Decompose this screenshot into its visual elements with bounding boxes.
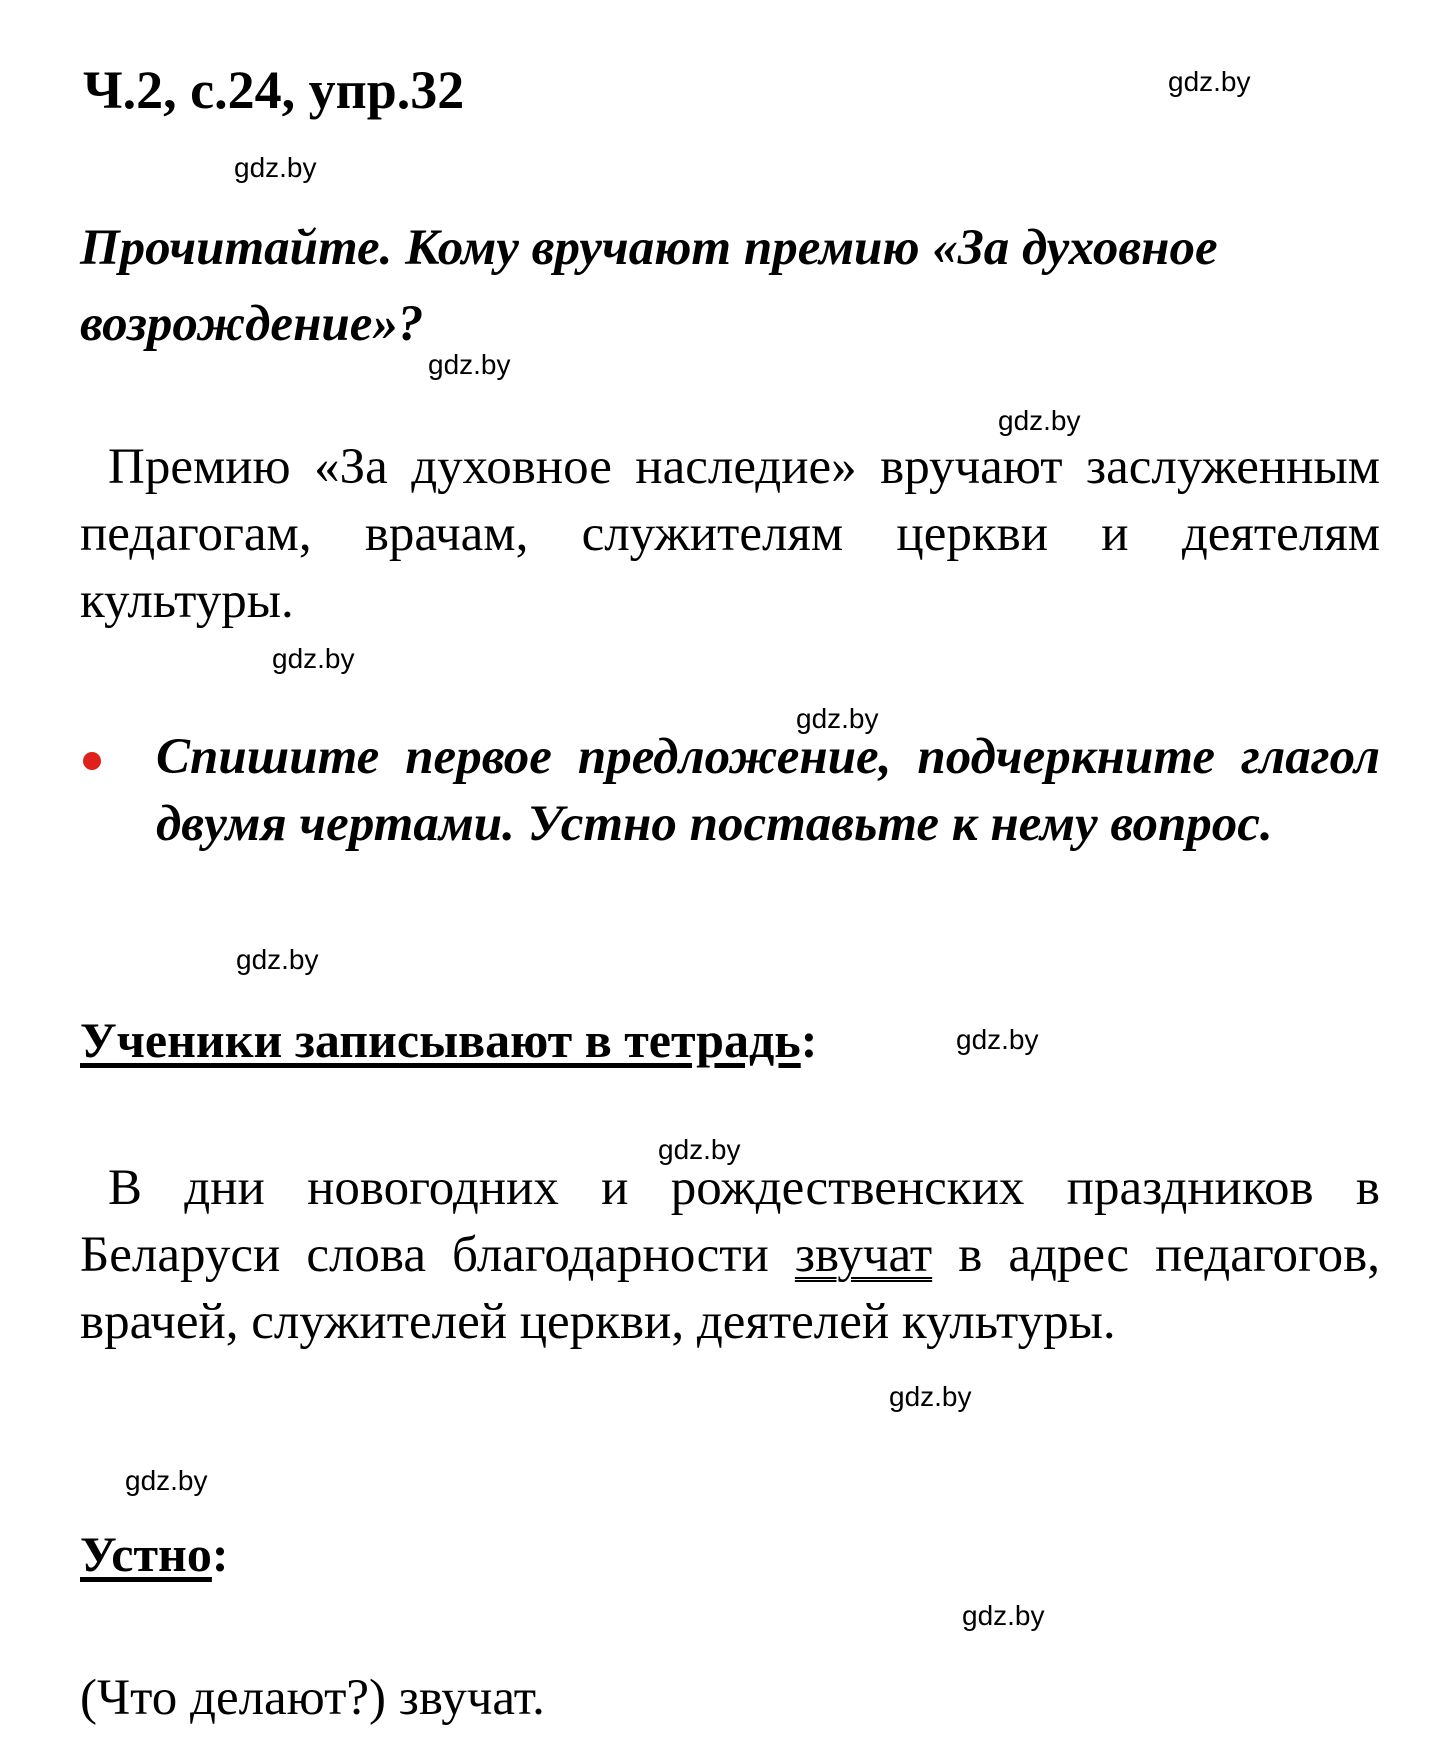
watermark: gdz.by	[998, 405, 1081, 436]
bullet-task-text: Спишите первое предложение, подчеркните глагол двумя чертами. Устно поставьте к нему вопрос.	[156, 729, 1380, 852]
written-heading-colon: :	[800, 1012, 818, 1068]
page-title: Ч.2, с.24, упр.32	[83, 60, 465, 120]
reading-paragraph: Премию «За духовное наследие» вручают заслуженным педагогам, врачам, служителям церкви и деятелям культуры.	[80, 439, 1380, 629]
written-heading-text: Ученики записывают в тетрадь	[80, 1012, 801, 1068]
answer-text-after: в адрес педагогов, врачей, служителей церкви, деятелей культуры.	[80, 1227, 1380, 1350]
watermark: gdz.by	[125, 1465, 208, 1496]
watermark: gdz.by	[236, 944, 319, 975]
oral-answer: (Что делают?) звучат.	[80, 1670, 545, 1726]
watermark: gdz.by	[1168, 66, 1251, 97]
watermark: gdz.by	[962, 1600, 1045, 1631]
watermark: gdz.by	[796, 703, 879, 734]
underlined-verb: звучат	[794, 1227, 933, 1283]
watermark: gdz.by	[234, 152, 317, 183]
written-section-heading	[80, 1010, 817, 1070]
watermark: gdz.by	[956, 1024, 1039, 1055]
watermark: gdz.by	[428, 349, 511, 380]
watermark: gdz.by	[272, 643, 355, 674]
oral-heading-colon: :	[211, 1526, 229, 1582]
oral-section-heading	[80, 1524, 229, 1584]
written-answer-paragraph	[80, 1155, 1380, 1356]
answer-text-before: В дни новогодних и рождественских праздников в Беларуси слова благодарности	[80, 1160, 1380, 1283]
oral-heading-text: Устно	[80, 1526, 212, 1582]
watermark: gdz.by	[658, 1134, 741, 1165]
task-instruction: Прочитайте. Кому вручают премию «За духовное возрождение»?	[80, 220, 1218, 352]
bullet-dot-icon	[83, 752, 101, 770]
watermark: gdz.by	[889, 1381, 972, 1412]
